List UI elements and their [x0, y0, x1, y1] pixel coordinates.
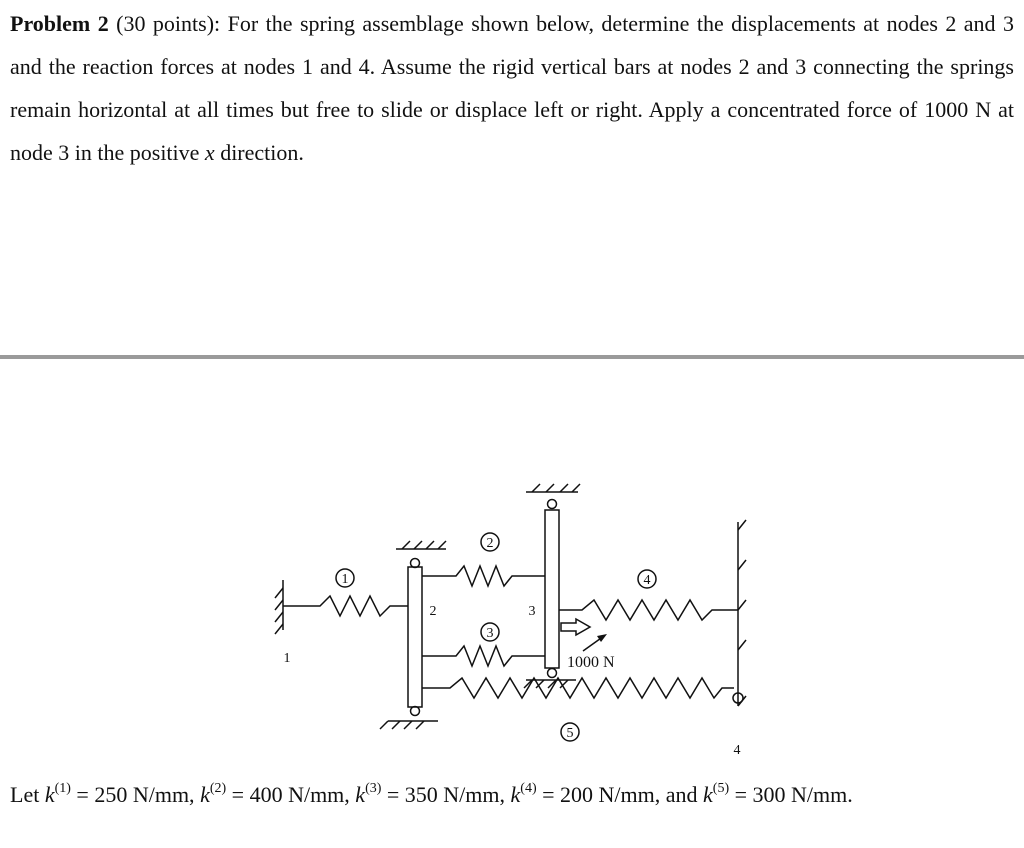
force-label: 1000 N [567, 654, 615, 671]
k2-symbol: k [200, 782, 210, 807]
roller-bottom-node-3 [548, 669, 557, 678]
element-1-label: 1 [341, 572, 349, 587]
k2-superscript: (2) [209, 781, 227, 796]
element-2-label: 2 [486, 536, 494, 551]
ground-top-node-3 [526, 484, 580, 492]
k1-superscript: (1) [54, 781, 71, 796]
k4-symbol: k [510, 782, 521, 807]
problem-text-2: direction. [214, 140, 304, 165]
rigid-bar-node-3 [545, 510, 559, 668]
k3-symbol: k [355, 782, 366, 807]
roller-top-node-3 [548, 500, 557, 509]
stiffness-let: Let [10, 782, 45, 807]
k5-superscript: (5) [712, 781, 730, 796]
section-divider [0, 355, 1024, 359]
node-2-label: 2 [429, 604, 437, 619]
node-4-label: 4 [733, 743, 741, 758]
element-4-label: 4 [643, 573, 651, 588]
spring-5 [422, 678, 734, 698]
k1-symbol: k [44, 782, 55, 807]
k4-superscript: (4) [520, 781, 537, 796]
node-3-label: 3 [528, 604, 536, 619]
ground-bottom-node-2 [380, 721, 438, 729]
node-1-wall-support [275, 580, 283, 634]
spring-2 [422, 566, 545, 586]
node-4-wall-support [738, 520, 746, 706]
element-3-label: 3 [486, 626, 494, 641]
ground-top-node-2 [396, 541, 446, 549]
k5-value: = 300 N/mm. [729, 782, 853, 807]
k3-superscript: (3) [365, 781, 382, 796]
element-5-label: 5 [566, 726, 574, 741]
spring-4 [559, 600, 738, 620]
force-arrow [561, 619, 590, 635]
spring-3 [422, 646, 545, 666]
k4-value: = 200 N/mm, and [536, 782, 704, 807]
rigid-bar-node-2 [408, 567, 422, 707]
spring-assemblage-figure [0, 470, 1024, 775]
problem-points: (30 points): [108, 11, 228, 36]
problem-text-1: For the spring assemblage shown below, determine the displacements at nodes 2 and 3 and the reaction forces at nodes 1 and 4. Assume the rigid vertical bars at nodes 2 and 3 connecting the springs remain horizontal at all times but free to slide or displace left or right. Apply a concentrated force of 1000 N at node 3 in the positive [10, 11, 1015, 165]
problem-text-variable: x [204, 140, 215, 165]
roller-bottom-node-2 [411, 707, 420, 716]
problem-heading: Problem 2 [10, 11, 109, 36]
k1-value: = 250 N/mm, [70, 782, 201, 807]
stiffness-values [10, 782, 853, 808]
problem-statement [10, 2, 1014, 174]
k5-symbol: k [703, 782, 713, 807]
roller-top-node-2 [411, 559, 420, 568]
k3-value: = 350 N/mm, [381, 782, 511, 807]
k2-value: = 400 N/mm, [226, 782, 356, 807]
spring-1 [283, 596, 408, 616]
node-1-label: 1 [283, 651, 291, 666]
